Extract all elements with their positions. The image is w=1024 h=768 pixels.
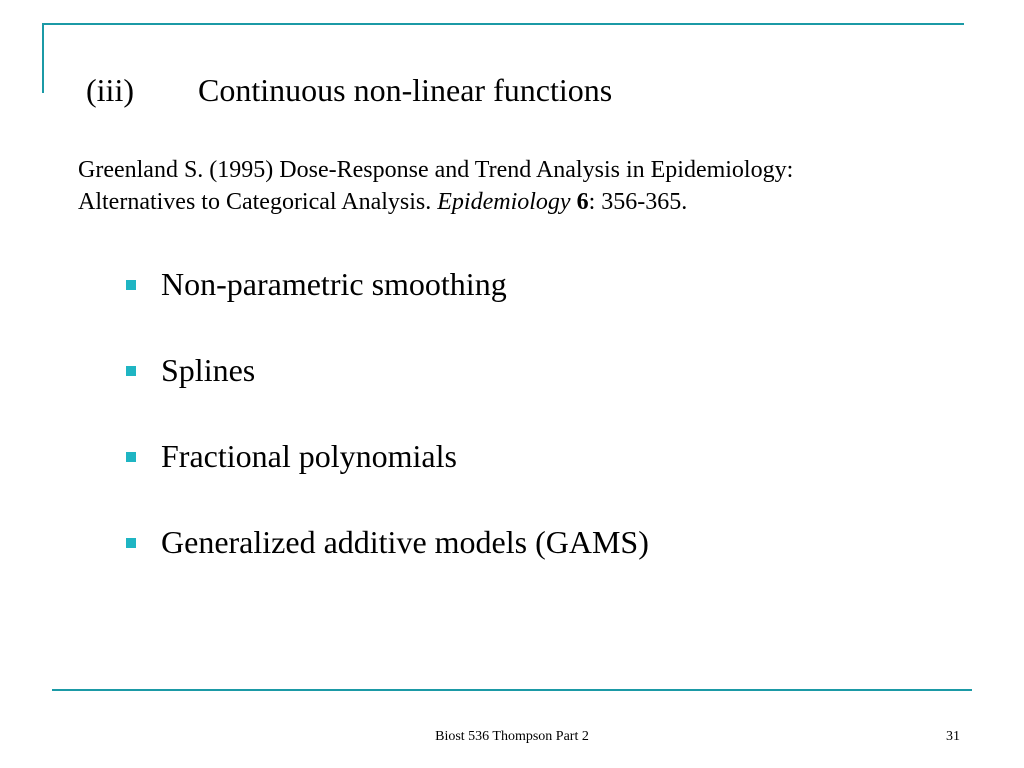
bottom-frame-line	[52, 689, 972, 691]
bullet-text: Splines	[161, 352, 256, 388]
reference-pages: : 356-365.	[588, 189, 688, 215]
square-bullet-icon	[126, 366, 136, 376]
page-number: 31	[946, 729, 960, 744]
reference-journal: Epidemiology	[437, 189, 571, 215]
footer-text: Biost 536 Thompson Part 2	[435, 729, 589, 744]
slide-title	[86, 68, 612, 112]
bullet-text: Non-parametric smoothing	[161, 266, 507, 302]
reference-volume: 6	[576, 189, 589, 215]
reference-citation	[78, 154, 978, 218]
reference-line-1: Greenland S. (1995) Dose-Response and Trend Analysis in Epidemiology:	[78, 157, 794, 183]
square-bullet-icon	[126, 452, 136, 462]
bullet-text: Fractional polynomials	[161, 438, 457, 474]
left-frame-line	[42, 23, 44, 93]
title-number: (iii)	[86, 72, 134, 108]
top-frame-line	[42, 23, 964, 25]
bullet-text: Generalized additive models (GAMS)	[161, 524, 649, 560]
reference-line-2	[78, 186, 978, 218]
title-text: Continuous non-linear functions	[198, 72, 613, 108]
square-bullet-icon	[126, 280, 136, 290]
reference-line-2-prefix: Alternatives to Categorical Analysis.	[78, 189, 438, 215]
square-bullet-icon	[126, 538, 136, 548]
